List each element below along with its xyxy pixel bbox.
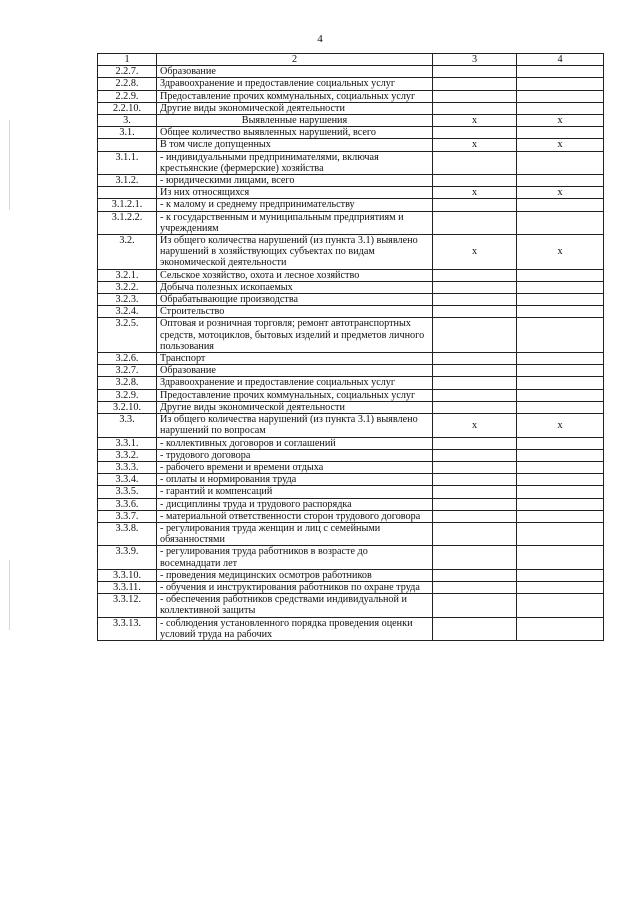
- row-number-cell: 3.2.: [98, 235, 157, 270]
- row-number-cell: 3.2.3.: [98, 294, 157, 306]
- column-4-cell: x: [517, 235, 604, 270]
- table-row: [98, 211, 604, 234]
- table-row: [98, 187, 604, 199]
- row-number-cell: 3.3.13.: [98, 617, 157, 640]
- table-row: [98, 389, 604, 401]
- column-4-cell: [517, 389, 604, 401]
- row-number-cell: 3.3.4.: [98, 474, 157, 486]
- table-row: [98, 235, 604, 270]
- table-row: [98, 594, 604, 617]
- column-3-cell: [433, 306, 517, 318]
- row-number-cell: 3.3.7.: [98, 510, 157, 522]
- column-3-cell: x: [433, 235, 517, 270]
- column-3-cell: [433, 66, 517, 78]
- row-description-cell: Другие виды экономической деятельности: [157, 102, 433, 114]
- column-header: 3: [433, 54, 517, 66]
- row-description-cell: Из общего количества нарушений (из пункта 3.1) выявлено нарушений в хозяйствующих субъектах по видам экономической деятельности: [157, 235, 433, 270]
- row-number-cell: [98, 139, 157, 151]
- column-3-cell: [433, 474, 517, 486]
- column-3-cell: [433, 449, 517, 461]
- row-number-cell: 3.3.8.: [98, 522, 157, 545]
- table-row: [98, 269, 604, 281]
- column-4-cell: [517, 66, 604, 78]
- column-3-cell: [433, 78, 517, 90]
- column-3-cell: [433, 318, 517, 353]
- row-number-cell: [98, 187, 157, 199]
- row-number-cell: 3.3.3.: [98, 461, 157, 473]
- table-row: [98, 414, 604, 437]
- row-number-cell: 3.2.9.: [98, 389, 157, 401]
- table-row: [98, 474, 604, 486]
- column-3-cell: [433, 377, 517, 389]
- row-description-cell: Оптовая и розничная торговля; ремонт автотранспортных средств, мотоциклов, бытовых изделий и предметов личного пользования: [157, 318, 433, 353]
- row-description-cell: Сельское хозяйство, охота и лесное хозяйство: [157, 269, 433, 281]
- column-4-cell: [517, 78, 604, 90]
- column-3-cell: [433, 461, 517, 473]
- column-3-cell: [433, 594, 517, 617]
- row-description-cell: Строительство: [157, 306, 433, 318]
- table-row: [98, 90, 604, 102]
- row-description-cell: Выявленные нарушения: [157, 115, 433, 127]
- row-number-cell: 2.2.10.: [98, 102, 157, 114]
- table-row: [98, 318, 604, 353]
- table-row: [98, 617, 604, 640]
- column-3-cell: [433, 486, 517, 498]
- column-3-cell: x: [433, 139, 517, 151]
- column-4-cell: [517, 294, 604, 306]
- column-3-cell: [433, 353, 517, 365]
- row-description-cell: Предоставление прочих коммунальных, социальных услуг: [157, 90, 433, 102]
- table-row: [98, 294, 604, 306]
- row-number-cell: 3.3.5.: [98, 486, 157, 498]
- column-3-cell: [433, 269, 517, 281]
- row-description-cell: - коллективных договоров и соглашений: [157, 437, 433, 449]
- column-4-cell: [517, 281, 604, 293]
- table-header-row: [98, 54, 604, 66]
- row-description-cell: Из общего количества нарушений (из пункта 3.1) выявлено нарушений по вопросам: [157, 414, 433, 437]
- row-number-cell: 3.3.10.: [98, 569, 157, 581]
- column-4-cell: [517, 90, 604, 102]
- table-row: [98, 66, 604, 78]
- column-header: 2: [157, 54, 433, 66]
- column-4-cell: [517, 474, 604, 486]
- row-number-cell: 3.3.6.: [98, 498, 157, 510]
- column-3-cell: [433, 102, 517, 114]
- row-description-cell: - дисциплины труда и трудового распорядка: [157, 498, 433, 510]
- column-3-cell: [433, 546, 517, 569]
- row-description-cell: - трудового договора: [157, 449, 433, 461]
- column-4-cell: x: [517, 115, 604, 127]
- column-3-cell: [433, 389, 517, 401]
- column-4-cell: [517, 151, 604, 174]
- column-4-cell: [517, 102, 604, 114]
- table-row: [98, 102, 604, 114]
- row-number-cell: 3.3.1.: [98, 437, 157, 449]
- row-description-cell: Общее количество выявленных нарушений, всего: [157, 127, 433, 139]
- row-description-cell: - гарантий и компенсаций: [157, 486, 433, 498]
- row-description-cell: - соблюдения установленного порядка проведения оценки условий труда на рабочих: [157, 617, 433, 640]
- table-row: [98, 353, 604, 365]
- column-3-cell: [433, 211, 517, 234]
- column-4-cell: [517, 486, 604, 498]
- table-row: [98, 581, 604, 593]
- column-3-cell: [433, 522, 517, 545]
- column-4-cell: [517, 353, 604, 365]
- row-description-cell: - к малому и среднему предпринимательству: [157, 199, 433, 211]
- row-number-cell: 3.2.2.: [98, 281, 157, 293]
- row-description-cell: - юридическими лицами, всего: [157, 175, 433, 187]
- table-row: [98, 175, 604, 187]
- column-4-cell: [517, 269, 604, 281]
- column-4-cell: [517, 306, 604, 318]
- row-description-cell: - рабочего времени и времени отдыха: [157, 461, 433, 473]
- column-4-cell: x: [517, 414, 604, 437]
- table-row: [98, 377, 604, 389]
- table-row: [98, 461, 604, 473]
- column-3-cell: [433, 175, 517, 187]
- row-description-cell: Здравоохранение и предоставление социальных услуг: [157, 377, 433, 389]
- row-number-cell: 3.1.2.: [98, 175, 157, 187]
- row-description-cell: Образование: [157, 365, 433, 377]
- table-row: [98, 365, 604, 377]
- column-3-cell: [433, 365, 517, 377]
- violations-table: [97, 53, 604, 641]
- column-4-cell: [517, 594, 604, 617]
- column-4-cell: [517, 175, 604, 187]
- column-4-cell: x: [517, 139, 604, 151]
- row-number-cell: 3.3.: [98, 414, 157, 437]
- column-3-cell: [433, 569, 517, 581]
- column-4-cell: [517, 127, 604, 139]
- row-number-cell: 2.2.7.: [98, 66, 157, 78]
- column-3-cell: [433, 510, 517, 522]
- table-row: [98, 437, 604, 449]
- row-number-cell: 3.1.2.1.: [98, 199, 157, 211]
- row-description-cell: - регулирования труда женщин и лиц с семейными обязанностями: [157, 522, 433, 545]
- column-3-cell: [433, 127, 517, 139]
- column-3-cell: [433, 581, 517, 593]
- table-row: [98, 401, 604, 413]
- table-row: [98, 139, 604, 151]
- row-description-cell: - проведения медицинских осмотров работников: [157, 569, 433, 581]
- table-row: [98, 522, 604, 545]
- row-description-cell: - индивидуальными предпринимателями, включая крестьянские (фермерские) хозяйства: [157, 151, 433, 174]
- row-description-cell: Предоставление прочих коммунальных, социальных услуг: [157, 389, 433, 401]
- table-row: [98, 78, 604, 90]
- row-description-cell: В том числе допущенных: [157, 139, 433, 151]
- column-3-cell: [433, 199, 517, 211]
- row-number-cell: 3.2.4.: [98, 306, 157, 318]
- table-row: [98, 546, 604, 569]
- column-4-cell: [517, 498, 604, 510]
- row-number-cell: 3.3.2.: [98, 449, 157, 461]
- row-description-cell: Добыча полезных ископаемых: [157, 281, 433, 293]
- row-number-cell: 3.2.1.: [98, 269, 157, 281]
- column-4-cell: [517, 377, 604, 389]
- row-description-cell: - обучения и инструктирования работников по охране труда: [157, 581, 433, 593]
- column-4-cell: [517, 461, 604, 473]
- column-4-cell: [517, 437, 604, 449]
- row-description-cell: Обрабатывающие производства: [157, 294, 433, 306]
- table-row: [98, 449, 604, 461]
- column-4-cell: [517, 449, 604, 461]
- scan-margin-line: [9, 120, 10, 210]
- row-number-cell: 3.: [98, 115, 157, 127]
- row-number-cell: 3.2.7.: [98, 365, 157, 377]
- row-description-cell: Из них относящихся: [157, 187, 433, 199]
- row-number-cell: 3.3.11.: [98, 581, 157, 593]
- column-4-cell: [517, 581, 604, 593]
- row-number-cell: 3.2.8.: [98, 377, 157, 389]
- column-4-cell: [517, 401, 604, 413]
- row-description-cell: - материальной ответственности сторон трудового договора: [157, 510, 433, 522]
- column-4-cell: [517, 510, 604, 522]
- page-number: 4: [317, 33, 323, 45]
- table-row: [98, 199, 604, 211]
- column-4-cell: [517, 617, 604, 640]
- row-number-cell: 3.3.12.: [98, 594, 157, 617]
- column-3-cell: x: [433, 115, 517, 127]
- row-description-cell: Образование: [157, 66, 433, 78]
- row-description-cell: - регулирования труда работников в возрасте до восемнадцати лет: [157, 546, 433, 569]
- row-number-cell: 3.2.6.: [98, 353, 157, 365]
- table-row: [98, 127, 604, 139]
- row-number-cell: 3.1.2.2.: [98, 211, 157, 234]
- row-description-cell: Здравоохранение и предоставление социальных услуг: [157, 78, 433, 90]
- row-number-cell: 3.2.10.: [98, 401, 157, 413]
- column-3-cell: x: [433, 187, 517, 199]
- row-description-cell: - обеспечения работников средствами индивидуальной и коллективной защиты: [157, 594, 433, 617]
- column-4-cell: [517, 546, 604, 569]
- column-3-cell: [433, 294, 517, 306]
- column-3-cell: x: [433, 414, 517, 437]
- column-3-cell: [433, 401, 517, 413]
- column-4-cell: [517, 318, 604, 353]
- column-3-cell: [433, 90, 517, 102]
- row-description-cell: - к государственным и муниципальным предприятиям и учреждениям: [157, 211, 433, 234]
- column-4-cell: [517, 211, 604, 234]
- column-header: 4: [517, 54, 604, 66]
- table-row: [98, 115, 604, 127]
- column-3-cell: [433, 151, 517, 174]
- table-row: [98, 498, 604, 510]
- scan-margin-line: [9, 560, 10, 630]
- row-number-cell: 2.2.9.: [98, 90, 157, 102]
- row-description-cell: - оплаты и нормирования труда: [157, 474, 433, 486]
- column-4-cell: x: [517, 187, 604, 199]
- column-4-cell: [517, 522, 604, 545]
- column-3-cell: [433, 281, 517, 293]
- table-row: [98, 486, 604, 498]
- table-row: [98, 151, 604, 174]
- row-number-cell: 3.2.5.: [98, 318, 157, 353]
- table-row: [98, 510, 604, 522]
- column-3-cell: [433, 617, 517, 640]
- column-header: 1: [98, 54, 157, 66]
- column-4-cell: [517, 569, 604, 581]
- column-4-cell: [517, 199, 604, 211]
- row-number-cell: 2.2.8.: [98, 78, 157, 90]
- row-description-cell: Другие виды экономической деятельности: [157, 401, 433, 413]
- column-4-cell: [517, 365, 604, 377]
- table-row: [98, 569, 604, 581]
- row-number-cell: 3.1.: [98, 127, 157, 139]
- table-row: [98, 306, 604, 318]
- row-description-cell: Транспорт: [157, 353, 433, 365]
- row-number-cell: 3.3.9.: [98, 546, 157, 569]
- column-3-cell: [433, 437, 517, 449]
- table-row: [98, 281, 604, 293]
- column-3-cell: [433, 498, 517, 510]
- row-number-cell: 3.1.1.: [98, 151, 157, 174]
